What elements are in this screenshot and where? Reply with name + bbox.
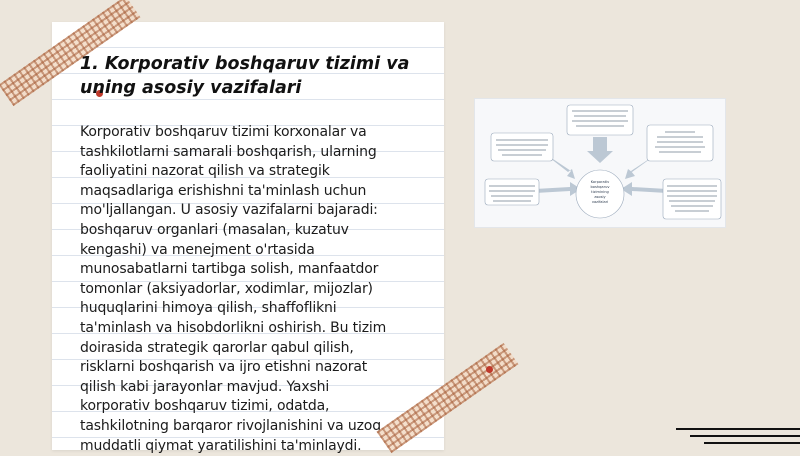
functions-diagram-svg (475, 99, 725, 227)
body-line: mo'ljallangan. U asosiy vazifalarni bajaradi: (80, 201, 425, 221)
diagram-box-right-upper (647, 125, 713, 161)
body-line: Korporativ boshqaruv tizimi korxonalar va (80, 123, 425, 143)
slide-title-line: uning asosiy vazifalari (80, 76, 420, 100)
body-line: muddatli qiymat yaratilishini ta'minlaydi. (80, 437, 425, 456)
diagram-box-right-lower (663, 179, 721, 219)
body-line: tashkilotlarni samarali boshqarish, ularning (80, 143, 425, 163)
body-line: tashkilotning barqaror rivojlanishini va uzoq (80, 417, 425, 437)
body-line: faoliyatini nazorat qilish va strategik (80, 162, 425, 182)
body-line: qilish kabi jarayonlar mavjud. Yaxshi (80, 378, 425, 398)
diagram-center-text (591, 180, 611, 204)
functions-diagram-image (474, 98, 726, 228)
diagram-box-left-upper (491, 133, 553, 161)
body-line: doirasida strategik qarorlar qabul qilish, (80, 339, 425, 359)
diagram-arrow-left-lower (535, 182, 581, 196)
diagram-center-circle (576, 170, 624, 218)
decorative-line (690, 435, 800, 437)
diagram-center-line: vazifalari (592, 200, 608, 204)
diagram-arrow-right-lower (621, 182, 667, 196)
body-line: munosabatlarni tartibga solish, manfaatdor (80, 260, 425, 280)
diagram-center-line: boshqaruv (591, 185, 611, 189)
tape-pin-bottom (486, 366, 493, 373)
body-line: boshqaruv organlari (masalan, kuzatuv (80, 221, 425, 241)
diagram-box-top (567, 105, 633, 135)
body-line: tomonlar (aksiyadorlar, xodimlar, mijozlar) (80, 280, 425, 300)
decorative-line (704, 442, 800, 444)
body-line: ta'minlash va hisobdorlikni oshirish. Bu tizim (80, 319, 425, 339)
slide-body-text (80, 123, 425, 456)
diagram-center-line: Korporativ (591, 180, 610, 184)
body-line: huquqlarini himoya qilish, shaffoflikni (80, 299, 425, 319)
slide-title (80, 52, 420, 100)
decorative-lines (676, 424, 800, 448)
decorative-line (676, 428, 800, 430)
diagram-center-line: asosiy (594, 195, 606, 199)
body-line: risklarni boshqarish va ijro etishni nazorat (80, 358, 425, 378)
slide-title-line: 1. Korporativ boshqaruv tizimi va (80, 52, 420, 76)
body-line: kengashi) va menejment o'rtasida (80, 241, 425, 261)
diagram-center-line: tizimining (591, 190, 609, 194)
body-line: maqsadlariga erishishni ta'minlash uchun (80, 182, 425, 202)
body-line: korporativ boshqaruv tizimi, odatda, (80, 397, 425, 417)
diagram-arrow-top (587, 137, 613, 163)
